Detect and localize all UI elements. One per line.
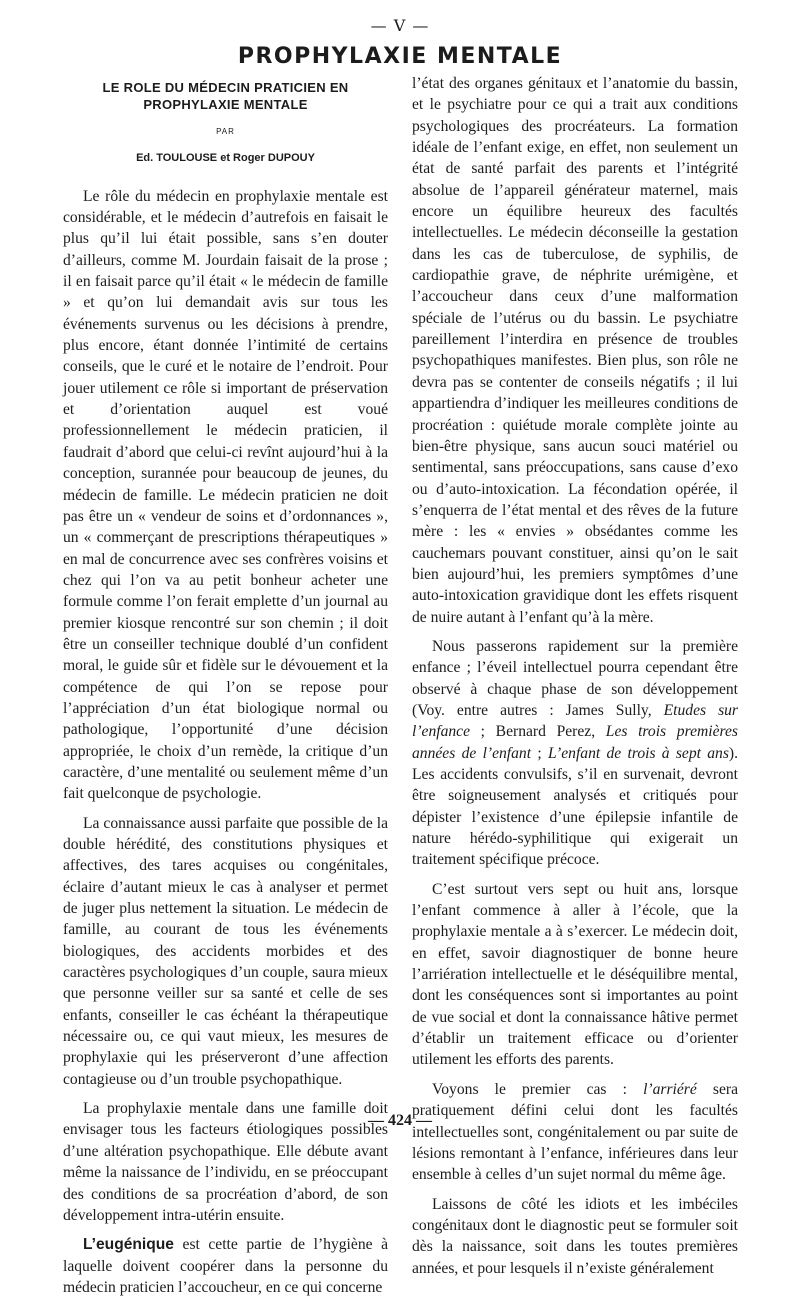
paragraph-eugenique xyxy=(63,1234,388,1298)
by-label: PAR xyxy=(216,127,235,136)
paragraph-text: Voyons le premier cas : xyxy=(432,1080,644,1098)
paragraph-text: sera pratiquement défini celui dont les facultés intellectuelles sont, congénitalement ou par suite de lésions remontant à l’enfance, inférieures dans leur ensemble à celles d’un sujet normal du même âge. xyxy=(412,1080,738,1184)
right-column xyxy=(412,73,738,1279)
book-title: Les trois premières années de l’enfant xyxy=(412,723,738,762)
paragraph: Laissons de côté les idiots et les imbéciles congénitaux dont le diagnostic peut se formuler soit dès la naissance, soit dans les toutes premières années, et pour lesquels il n’existe généralement xyxy=(412,1195,738,1277)
paragraph-first-childhood xyxy=(412,636,738,871)
paragraph-text: ; Bernard Perez, xyxy=(470,723,606,741)
paragraph: La prophylaxie mentale dans une famille doit envisager tous les facteurs étiologiques possibles d’une altération psychopathique. Elle débute avant même la naissance de l’individu, en se préoccupant des conditions de sa procréation d’abord, de son développement intra-utérin ensuite. xyxy=(63,1100,388,1224)
article-authors: Ed. TOULOUSE et Roger DUPOUY xyxy=(136,152,315,165)
paragraph: C’est surtout vers sept ou huit ans, lorsque l’enfant commence à aller à l’école, que la prophylaxie mentale a à s’exercer. Le médecin doit, en effet, savoir diagnostiquer de bonne heure l’arriération intellectuelle et le déséquilibre mental, dont les conséquences sont si importantes au point de vue social et dont la connaissance hâtive permet d’établir un traitement efficace ou d’orienter utilement les efforts des parents. xyxy=(412,880,738,1069)
book-title: Etudes sur l’enfance xyxy=(412,701,739,741)
paragraph-arriere xyxy=(412,1079,738,1186)
page-number-roman: — V — xyxy=(370,16,430,35)
paragraph-text: est cette partie de l’hygiène à laquelle doivent coopérer dans la personne du médecin praticien l’accoucheur, en ce qui concerne xyxy=(63,1236,388,1296)
book-title: L’enfant de trois à sept ans xyxy=(547,744,729,762)
journal-title: PROPHYLAXIE MENTALE xyxy=(237,44,563,69)
paragraph-text: Nous passerons rapidement sur la première enfance ; l’éveil intellectuel pourra cependant être observé à chaque phase de son développement (Voy. entre autres : James Sully, xyxy=(412,637,738,719)
term-arriere: l’arriéré xyxy=(643,1080,697,1098)
paragraph-continued: l’état des organes génitaux et l’anatomie du bassin, et le psychiatre pour ce qui a trait aux conditions psychologiques des procréateurs. La formation idéale de l’enfant exige, en effet, non seulement un état de santé parfait des parents et l’intégrité absolue de l’appareil générateur maternel, mais encore un équilibre heureux des facultés intellectuelles. Le médecin déconseille la gestation dans les cas de tuberculose, de syphilis, de cardiopathie grave, de néphrite urémigène, et l’accoucheur dans ceux d’une malformation spéciale de l’utérus ou du bassin. Le psychiatre pareillement l’interdira en présence de troubles psychopathiques manifestes. Bien plus, son rôle ne devra pas se contenter de conseils négatifs ; il lui appartiendra d’indiquer les meilleures conditions de procréation : quiétude morale complète jointe au bien-être physique, sans aucun souci matériel ou sentimental, sans préoccupations, sans cause d’exo ou d’auto-intoxication. La fécondation opérée, il s’enquerra de l’état mental et des rêves de la future mère : les « envies » obsédantes comme les cauchemars pouvant constituer, ainsi qu’on le sait bien aujourd’hui, les premiers symptômes d’une auto-intoxication gravidique dont les effets risquent de nuire autant à l’enfant qu’à la mère. xyxy=(412,75,738,626)
paragraph-text: ). Les accidents convulsifs, s’il en survenait, devront être soigneusement analysés et critiqués pour dépister l’existence d’une épilepsie infantile de nature hérédo-syphilitique qui exigerait un traitement spécifique précoce. xyxy=(412,744,739,869)
paragraph-text: ; xyxy=(531,744,548,762)
paragraph: La connaissance aussi parfaite que possible de la double hérédité, des constitutions physiques et affectives, des tares acquises ou congénitales, éclaire d’autant mieux le cas à analyser et permet de juger plus nettement la situation. Le médecin de famille, au courant de tous les événements biologiques, des accidents morbides et des caractères psychologiques d’un couple, saura mieux que personne veiller sur sa santé et celle de ses enfants, conseiller le cas échéant la thérapeutique nécessaire ou, ce qui vaut mieux, les mesures de prophylaxie qui les préserveront d’une affection contagieuse ou d’un trouble psychopathique. xyxy=(63,814,388,1088)
eugenique-lead-term: L’eugénique xyxy=(83,1236,174,1254)
paragraph: Le rôle du médecin en prophylaxie mentale est considérable, et le médecin d’autrefois en faisait le plus qu’il lui était possible, sans s’en douter d’ailleurs, comme M. Jourdain faisait de la prose ; il en faisait parce qu’il était « le médecin de famille » et qu’on lui demandait avis sur tous les événements survenus ou les décisions à prendre, plus encore, étant donnée l’intimité de certains conseils, que le curé et le notaire de l’endroit. Pour jouer utilement ce rôle si important de préservation et d’orientation auquel est voué professionnellement le médecin praticien, il faudrait d’abord que celui-ci revînt aujourd’hui à la conception, surannée pour beaucoup de jeunes, du médecin de famille. Le médecin praticien ne doit pas être un « vendeur de soins et d’ordonnances », un « commerçant de prescriptions thérapeutiques » en mal de concurrence avec ses confrères voisins et chez qui l’on va au petit bonheur acheter une formule comme l’on ferait emplette d’un journal au premier kiosque rencontré sur son chemin ; il doit être un conseiller technique doublé d’un confident moral, le guide sûr et fidèle sur le dévouement et la compétence de qui l’on se repose pour l’appréciation d’un état biologique normal ou pathologique, l’opportunité d’une décision appropriée, le choix d’un remède, la critique d’un caractère, d’une mentalité ou seulement même d’un fait quelconque de psychologie. xyxy=(63,187,388,803)
page-number: — 424 — xyxy=(368,1112,432,1129)
article-title: LE ROLE DU MÉDECIN PRATICIEN EN PROPHYLAXIE MENTALE xyxy=(102,80,349,112)
